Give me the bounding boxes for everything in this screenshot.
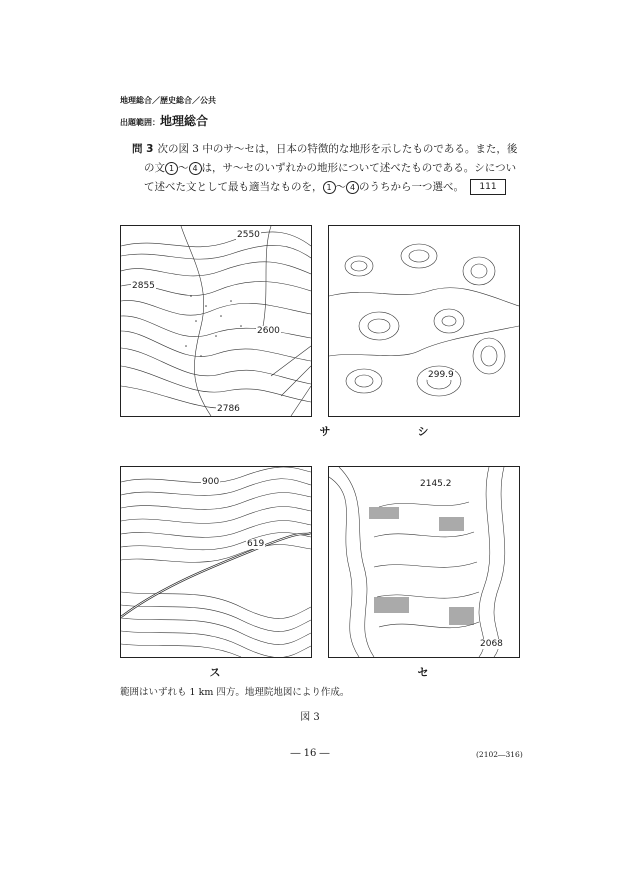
choice-1-marker: 1	[165, 162, 178, 175]
map-label-se: セ	[417, 666, 429, 679]
range-title: 地理総合	[160, 114, 209, 128]
elevation-label: 2550	[237, 230, 260, 240]
range-label: 出題範囲：	[120, 118, 160, 127]
elevation-label: 299.9	[428, 370, 454, 380]
page-number: ― 16 ―	[290, 748, 330, 759]
question-number: 問 3	[132, 143, 154, 155]
elevation-label: 900	[202, 477, 220, 487]
figure-label: 図 3	[300, 712, 320, 723]
elevation-label: 619	[247, 539, 265, 549]
question-line-3: て述べた文として最も適当なものを， 1 ～ 4 のうちから一つ選べ。 111	[132, 178, 532, 197]
answer-box[interactable]: 111	[470, 179, 506, 195]
map-sa	[120, 225, 312, 417]
map-sa-contours	[121, 226, 311, 416]
subject-header: 地理総合／歴史総合／公共	[120, 96, 216, 105]
map-shi-contours	[329, 226, 519, 416]
map-se-contours	[329, 467, 519, 657]
question-line-2: の文 1 ～ 4 は，サ～セのいずれかの地形について述べたものである。シについ	[144, 162, 517, 174]
map-shi	[328, 225, 520, 417]
question-text	[132, 140, 532, 197]
map-su	[120, 466, 312, 658]
elevation-label: 2068	[480, 639, 503, 649]
elevation-label: 2786	[217, 404, 240, 414]
map-label-sa: サ	[319, 425, 331, 438]
exam-code: (2102―316)	[476, 750, 523, 759]
map-label-shi: シ	[417, 425, 429, 438]
choice-4-marker-b: 4	[346, 181, 359, 194]
elevation-label: 2145.2	[420, 479, 452, 489]
map-se	[328, 466, 520, 658]
elevation-label: 2600	[257, 326, 280, 336]
map-label-su: ス	[209, 666, 221, 679]
map-su-contours	[121, 467, 311, 657]
choice-4-marker: 4	[189, 162, 202, 175]
question-line-1: 次の図 3 中のサ～セは，日本の特徴的な地形を示したものである。また，後	[157, 143, 518, 155]
figure-caption: 範囲はいずれも 1 km 四方。地理院地図により作成。	[120, 687, 350, 698]
exam-range	[120, 110, 208, 129]
elevation-label: 2855	[132, 281, 155, 291]
choice-1-marker-b: 1	[323, 181, 336, 194]
